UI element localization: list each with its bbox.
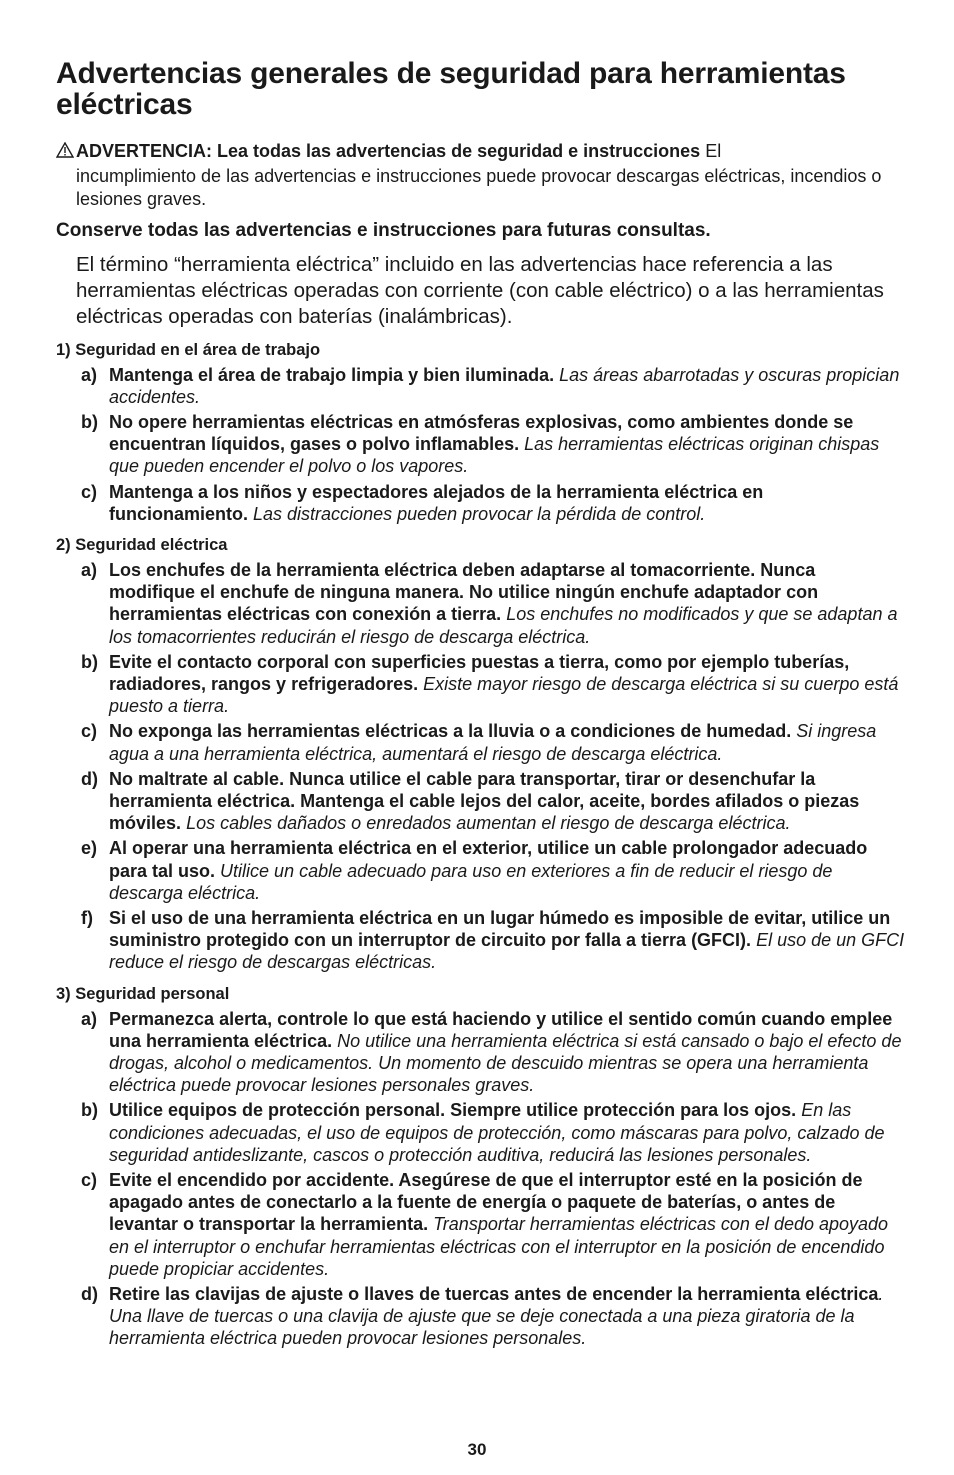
item-instruction: No opere herramientas eléctricas en atmósferas explosivas, como ambientes donde se encuentran líquidos, gases o polvo inflamables. <box>109 411 854 455</box>
item-instruction: Los enchufes de la herramienta eléctrica deben adaptarse al tomacorriente. Nunca modifique el enchufe de ninguna manera. No utilice ningún enchufe adaptador con herramientas eléctricas con conexión a tierra. <box>109 559 819 625</box>
list-item <box>56 720 906 764</box>
item-label: f) <box>81 907 93 928</box>
item-instruction: Retire las clavijas de ajuste o llaves de tuercas antes de encender la herramienta eléctrica <box>109 1284 879 1305</box>
list-item <box>56 1008 906 1097</box>
page-title: Advertencias generales de seguridad para herramientas eléctricas <box>56 57 846 121</box>
item-instruction: Utilice equipos de protección personal. Siempre utilice protección para los ojos. <box>109 1100 797 1121</box>
list-item <box>56 1283 906 1350</box>
item-label: e) <box>81 838 98 859</box>
warning-lead: ADVERTENCIA: Lea todas las advertencias de seguridad e instrucciones <box>76 141 701 161</box>
keep-instructions: Conserve todas las advertencias e instrucciones para futuras consultas. <box>56 219 711 241</box>
item-explanation: Utilice un cable adecuado para uso en exteriores a fin de reducir el riesgo de descarga eléctrica. <box>109 860 833 903</box>
item-instruction: Si el uso de una herramienta eléctrica en un lugar húmedo es imposible de evitar, utilice un suministro protegido con un interruptor de circuito por falla a tierra (GFCI). <box>109 907 891 951</box>
item-explanation: No utilice una herramienta eléctrica si está cansado o bajo el efecto de drogas, alcohol o medicamentos. Un momento de descuido mientras se opera una herramienta eléctrica puede provocar lesiones personales graves. <box>109 1030 902 1096</box>
item-explanation: Si ingresa agua a una herramienta eléctrica, aumentará el riesgo de descarga eléctrica. <box>109 721 877 764</box>
item-instruction: Permanezca alerta, controle lo que está haciendo y utilice el sentido común cuando emplee una herramienta eléctrica. <box>109 1008 893 1051</box>
item-instruction: Mantenga el área de trabajo limpia y bien iluminada. <box>109 364 555 385</box>
list-item <box>56 651 906 718</box>
item-instruction: Mantenga a los niños y espectadores alejados de la herramienta eléctrica en funcionamiento. <box>109 481 764 524</box>
item-explanation: En las condiciones adecuadas, el uso de equipos de protección, como máscaras para polvo, calzado de seguridad antideslizante, cascos o protección auditiva, reducirá las lesiones personales. <box>109 1100 885 1165</box>
item-explanation: . Una llave de tuercas o una clavija de ajuste que se deje conectada a una pieza giratoria de la herramienta eléctrica pueden provocar lesiones personales. <box>109 1284 884 1349</box>
item-label: c) <box>81 481 98 502</box>
list-item <box>56 559 906 648</box>
item-label: b) <box>81 651 98 672</box>
item-explanation: Las áreas abarrotadas y oscuras propician accidentes. <box>109 364 900 407</box>
item-label: c) <box>81 1170 98 1190</box>
intro-paragraph: El término “herramienta eléctrica” incluido en las advertencias hace referencia a las herramientas eléctricas operadas con corriente (con cable eléctrico) o a las herramientas eléctricas operadas con baterías (inalámbricas). <box>76 252 884 328</box>
item-instruction: Al operar una herramienta eléctrica en el exterior, utilice un cable prolongador adecuado para tal uso. <box>109 838 868 881</box>
item-explanation: Los enchufes no modificados y que se adaptan a los tomacorrientes reducirán el riesgo de descarga eléctrica. <box>109 604 898 647</box>
list-item <box>56 364 906 408</box>
warning-text: incumplimiento de las advertencias e instrucciones puede provocar descargas eléctricas, incendios o lesiones graves. <box>76 165 882 209</box>
item-explanation: Transportar herramientas eléctricas con el dedo apoyado en el interruptor o enchufar herramientas eléctricas con el interruptor en la posición de encendido puede propiciar accidentes. <box>109 1214 889 1279</box>
item-explanation: Existe mayor riesgo de descarga eléctrica si su cuerpo está puesto a tierra. <box>109 673 899 717</box>
item-instruction: Evite el encendido por accidente. Asegúrese de que el interruptor esté en la posición de apagado antes de conectarlo a la fuente de energía o paquete de baterías, o antes de levantar o transportar la herramienta. <box>109 1170 863 1235</box>
item-instruction: No exponga las herramientas eléctricas a la lluvia o a condiciones de humedad. <box>109 721 792 742</box>
warning-block <box>56 140 906 212</box>
item-label: a) <box>81 1008 98 1029</box>
section-heading: 2) Seguridad eléctrica <box>56 535 228 554</box>
section-heading: 1) Seguridad en el área de trabajo <box>56 340 321 359</box>
list-item <box>56 837 906 904</box>
item-label: a) <box>81 364 98 385</box>
list-item <box>56 481 906 525</box>
sections-list <box>56 339 906 1350</box>
item-explanation: Las herramientas eléctricas originan chispas que pueden encender el polvo o los vapores. <box>109 434 880 477</box>
list-item <box>56 1099 906 1166</box>
section-heading: 3) Seguridad personal <box>56 984 230 1003</box>
warning-text-first: El <box>700 141 722 161</box>
item-label: b) <box>81 1100 98 1121</box>
item-instruction: Evite el contacto corporal con superficies puestas a tierra, como por ejemplo tuberías, radiadores, rangos y refrigeradores. <box>109 651 850 694</box>
item-explanation: El uso de un GFCI reduce el riesgo de descargas eléctricas. <box>109 930 905 973</box>
item-label: d) <box>81 768 98 789</box>
item-explanation: Las distracciones pueden provocar la pérdida de control. <box>253 503 706 524</box>
item-label: c) <box>81 721 98 742</box>
item-instruction: No maltrate al cable. Nunca utilice el cable para transportar, tirar or desenchufar la herramienta eléctrica. Mantenga el cable lejos del calor, aceite, bordes afilados o piezas móviles. <box>109 768 860 834</box>
item-label: d) <box>81 1284 98 1305</box>
list-item <box>56 1169 906 1280</box>
list-item <box>56 411 906 478</box>
item-label: b) <box>81 411 98 432</box>
list-item <box>56 907 906 974</box>
page-number: 30 <box>467 1440 487 1459</box>
list-item <box>56 768 906 835</box>
item-label: a) <box>81 559 98 580</box>
item-explanation: Los cables dañados o enredados aumentan el riesgo de descarga eléctrica. <box>186 813 791 834</box>
warning-triangle-icon <box>56 141 76 165</box>
